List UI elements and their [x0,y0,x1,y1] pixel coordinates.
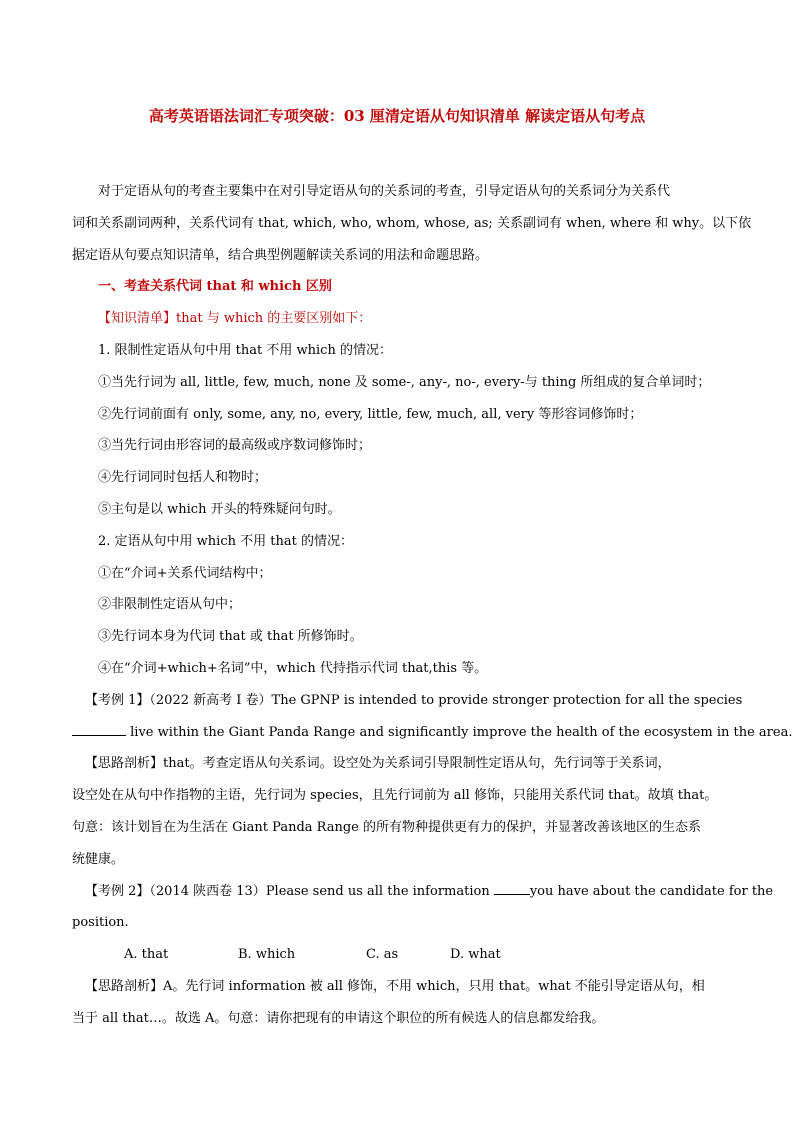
subsection-2-item: ③先行词本身为代词 that 或 that 所修饰时。 [98,629,363,645]
example-2-question-part-2: you have about the candidate for the [529,883,774,899]
example-2-label: 【考例 2】 [85,883,150,899]
subsection-1-item: ④先行词同时包括人和物时； [98,470,268,486]
example-1-analysis-line-4: 统健康。 [72,851,125,867]
example-1-analysis-line-2: 设空处在从句中作指物的主语，先行词为 species，且先行词前为 all 修饰，只能用关系代词 that。故填 that。 [72,788,718,804]
intro-line-2: 词和关系副词两种，关系代词有 that, which, who, whom, whose, as; 关系副词有 when, where 和 why。以下依 [72,215,752,231]
answer-blank [72,723,126,736]
section-heading: 一、考查关系代词 that 和 which 区别 [98,279,332,295]
subsection-2-item: ②非限制性定语从句中； [98,597,242,613]
knowledge-text: that 与 which 的主要区别如下： [176,311,372,327]
analysis-label: 【思路剖析】 [85,756,164,772]
example-2-analysis-line-2: 当于 all that…。故选 A。句意：请你把现有的申请这个职位的所有候选人的信息都发给我。 [72,1010,605,1026]
intro-line-1: 对于定语从句的考查主要集中在对引导定语从句的关系词的考查，引导定语从句的关系词分为关系代 [98,184,671,199]
option-a: A. that [124,947,169,963]
answer-blank [494,882,530,895]
analysis-text: A。先行词 information 被 all 修饰，不用 which，只用 that。what 不能引导定语从句，相 [163,978,705,994]
example-2-source: （2014 陕西卷 13） [149,883,266,899]
subsection-2-item: ①在“介词+关系代词结构中； [98,565,272,581]
knowledge-label: 【知识清单】 [98,311,177,327]
page-title: 高考英语语法词汇专项突破：03 厘清定语从句知识清单 解读定语从句考点 [148,107,646,125]
subsection-1-title: 1. 限制性定语从句中用 that 不用 which 的情况： [98,342,392,358]
example-2-question-line-2: position. [72,915,129,931]
intro-line-3: 据定语从句要点知识清单，结合典型例题解读关系词的用法和命题思路。 [72,247,489,263]
example-1-question-line-2 [72,717,793,749]
subsection-2-title: 2. 定语从句中用 which 不用 that 的情况： [98,533,353,549]
example-1-question-part-2: live within the Giant Panda Range and significantly improve the health of the ecosystem in the area. [126,724,793,740]
option-d: D. what [450,947,501,963]
subsection-2-item: ④在“介词+which+名词”中，which 代持指示代词 that,this 等。 [98,660,488,676]
example-1-label: 【考例 1】 [85,692,150,708]
option-c: C. as [366,947,399,963]
subsection-1-item: ①当先行词为 all, little, few, much, none 及 some-, any-, no-, every-与 thing 所组成的复合单词时； [98,374,711,390]
subsection-1-item: ②先行词前面有 only, some, any, no, every, little, few, much, all, very 等形容词修饰时； [98,406,643,422]
example-2-question-part-1: Please send us all the information [265,883,494,899]
subsection-1-item: ③当先行词由形容词的最高级或序数词修饰时； [98,438,372,454]
analysis-label: 【思路剖析】 [85,978,164,994]
knowledge-list-line [72,303,722,335]
subsection-1-item: ⑤主句是以 which 开头的特殊疑问句时。 [98,501,341,517]
option-b: B. which [238,947,296,963]
example-2-question-line-1 [72,876,774,908]
document-body [72,176,793,1035]
example-2-analysis-line-1 [72,971,722,1003]
example-2-options [72,939,722,971]
example-1-source: （2022 新高考 I 卷） [149,692,272,708]
example-1-analysis-line-3: 句意：该计划旨在为生活在 Giant Panda Range 的所有物种提供更有力的保护，并显著改善该地区的生态系 [72,819,702,835]
example-1-question-part-1: The GPNP is intended to provide stronger protection for all the species [271,692,743,708]
example-1-analysis-line-1 [72,748,722,780]
example-1-question-line-1 [72,685,743,717]
analysis-text: that。考查定语从句关系词。设空处为关系词引导限制性定语从句，先行词等于关系词， [163,756,671,772]
